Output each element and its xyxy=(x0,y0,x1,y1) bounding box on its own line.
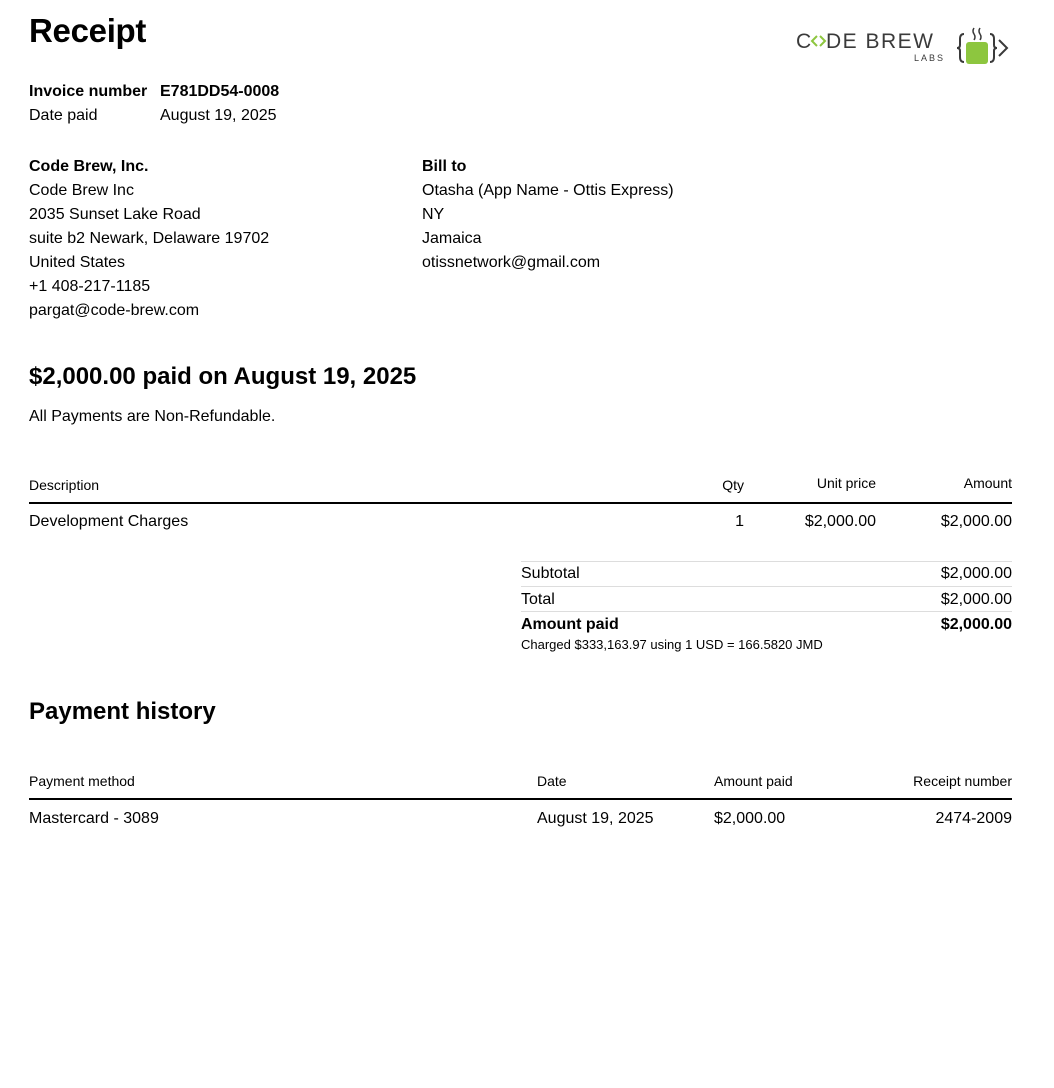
seller-line: suite b2 Newark, Delaware 19702 xyxy=(29,230,270,247)
invoice-number-value: E781DD54-0008 xyxy=(160,83,280,100)
conversion-note: Charged $333,163.97 using 1 USD = 166.5820 JMD xyxy=(521,637,823,652)
total-value: $2,000.00 xyxy=(940,591,1012,608)
col-header-unit-price: Unit price xyxy=(816,475,876,491)
col-header-qty: Qty xyxy=(722,477,744,493)
bill-to-line: NY xyxy=(422,206,445,223)
seller-name: Code Brew, Inc. xyxy=(29,158,149,175)
svg-text:LABS: LABS xyxy=(914,53,946,63)
seller-email[interactable]: pargat@code-brew.com xyxy=(29,302,200,319)
items-header-divider xyxy=(29,502,1012,504)
date-paid-value: August 19, 2025 xyxy=(160,107,277,124)
bill-to-line: Otasha (App Name - Ottis Express) xyxy=(422,182,674,199)
col-header-payment-method: Payment method xyxy=(29,773,135,789)
item-description: Development Charges xyxy=(29,513,189,530)
item-qty: 1 xyxy=(735,513,744,530)
bill-to-label: Bill to xyxy=(422,158,467,175)
payment-history-title: Payment history xyxy=(29,698,216,725)
payment-headline: $2,000.00 paid on August 19, 2025 xyxy=(29,363,417,390)
col-header-description: Description xyxy=(29,477,100,493)
amount-paid-row xyxy=(521,616,1012,634)
history-payment-method: Mastercard - 3089 xyxy=(29,810,159,827)
total-row xyxy=(521,591,1012,609)
total-label: Total xyxy=(521,591,555,608)
subtotal-value: $2,000.00 xyxy=(940,565,1012,582)
code-brew-logo-icon xyxy=(796,24,1014,72)
bill-to-address xyxy=(422,155,674,275)
col-header-receipt-number: Receipt number xyxy=(913,773,1012,789)
date-paid-label: Date paid xyxy=(29,107,98,124)
col-header-date: Date xyxy=(537,773,567,789)
invoice-number-label: Invoice number xyxy=(29,83,148,100)
company-logo xyxy=(796,24,1014,72)
history-header-divider xyxy=(29,798,1012,800)
history-date: August 19, 2025 xyxy=(537,810,654,827)
col-header-amount: Amount xyxy=(963,475,1012,491)
amount-paid-value: $2,000.00 xyxy=(940,616,1012,633)
totals-divider xyxy=(521,561,1012,562)
refund-note: All Payments are Non-Refundable. xyxy=(29,408,276,425)
totals-block xyxy=(521,561,1012,661)
item-amount: $2,000.00 xyxy=(940,513,1012,530)
conversion-note-row xyxy=(521,637,1012,652)
seller-line: Code Brew Inc xyxy=(29,182,134,199)
totals-divider xyxy=(521,586,1012,587)
svg-text:C: C xyxy=(796,30,813,53)
seller-line: United States xyxy=(29,254,126,271)
bill-to-email[interactable]: otissnetwork@gmail.com xyxy=(422,254,601,271)
seller-phone: +1 408-217-1185 xyxy=(29,278,151,295)
receipt-title: Receipt xyxy=(29,12,147,49)
invoice-meta xyxy=(29,80,279,128)
amount-paid-label: Amount paid xyxy=(521,616,619,633)
col-header-amount-paid: Amount paid xyxy=(714,773,793,789)
svg-text:DE BREW: DE BREW xyxy=(826,30,935,53)
subtotal-row xyxy=(521,565,1012,583)
seller-line: 2035 Sunset Lake Road xyxy=(29,206,201,223)
bill-to-line: Jamaica xyxy=(422,230,482,247)
subtotal-label: Subtotal xyxy=(521,565,580,582)
item-unit-price: $2,000.00 xyxy=(804,513,876,530)
totals-divider xyxy=(521,611,1012,612)
seller-address xyxy=(29,155,269,323)
history-amount: $2,000.00 xyxy=(714,810,786,827)
history-receipt-number: 2474-2009 xyxy=(935,810,1012,827)
